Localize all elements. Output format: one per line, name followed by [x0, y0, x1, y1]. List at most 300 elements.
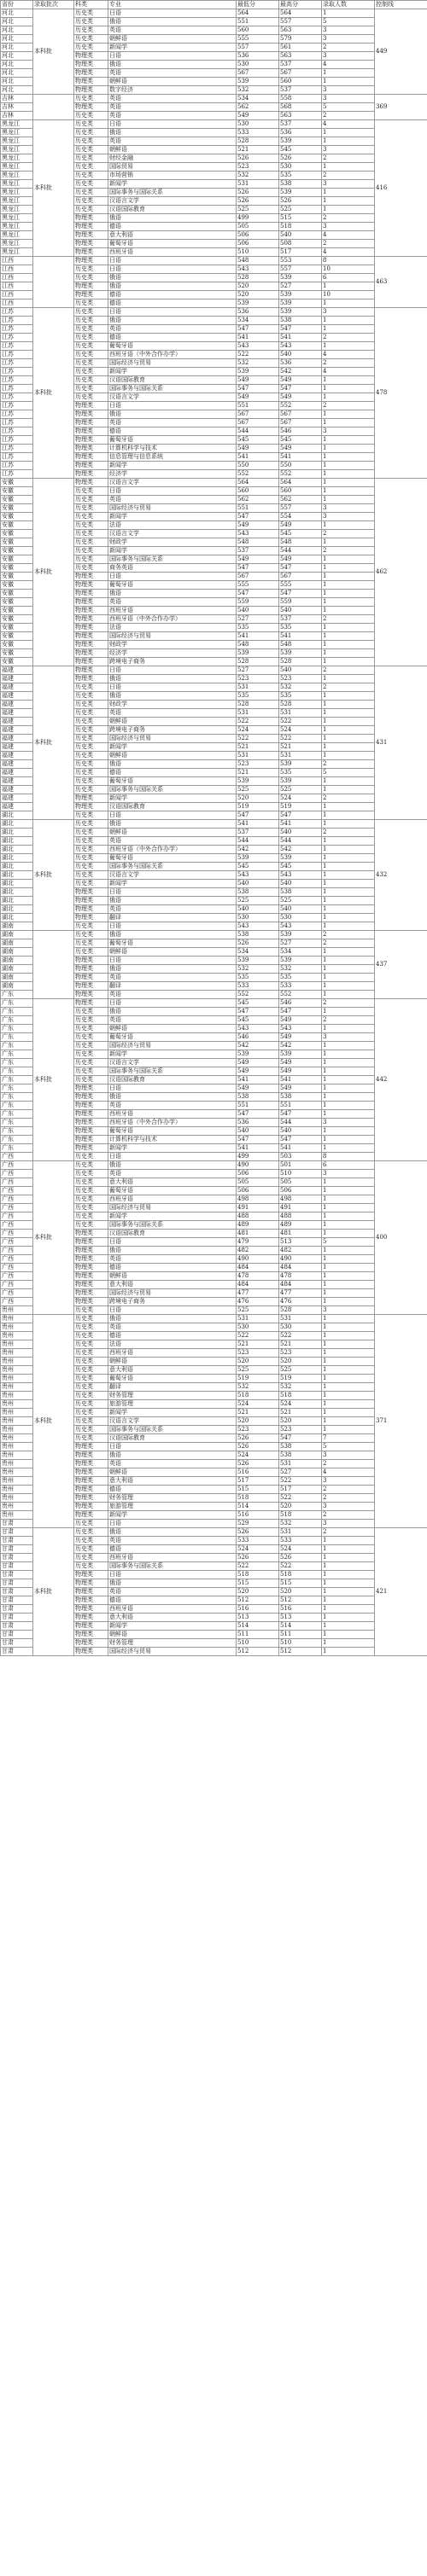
- cell-province: 广东: [1, 1119, 33, 1127]
- cell-min-score: 522: [237, 1332, 279, 1340]
- cell-min-score: 542: [237, 846, 279, 854]
- cell-major: 信息管理与信息系统: [108, 453, 237, 462]
- cell-major: 西班牙语（中外合作办学）: [108, 1119, 237, 1127]
- cell-category: 物理类: [74, 1093, 108, 1102]
- cell-category: 历史类: [74, 1187, 108, 1195]
- cell-major: 英语: [108, 26, 237, 35]
- cell-category: 物理类: [74, 573, 108, 581]
- cell-major: 葡萄牙语: [108, 1187, 237, 1195]
- cell-min-score: 539: [237, 368, 279, 376]
- cell-min-score: 549: [237, 521, 279, 530]
- cell-category: 物理类: [74, 282, 108, 291]
- cell-category: 历史类: [74, 1170, 108, 1178]
- cell-major: 新闻学: [108, 547, 237, 555]
- cell-admitted: 1: [322, 581, 375, 590]
- cell-min-score: 521: [237, 769, 279, 777]
- cell-major: 财务管理: [108, 1392, 237, 1400]
- cell-admitted: 1: [322, 1255, 375, 1264]
- cell-major: 英语: [108, 837, 237, 846]
- cell-max-score: 547: [279, 590, 322, 598]
- cell-max-score: 543: [279, 871, 322, 880]
- cell-category: 历史类: [74, 265, 108, 274]
- cell-max-score: 557: [279, 265, 322, 274]
- cell-province: 湖北: [1, 914, 33, 922]
- cell-max-score: 539: [279, 957, 322, 965]
- cell-major: 西班牙语（中外合作办学）: [108, 615, 237, 624]
- cell-min-score: 542: [237, 1042, 279, 1050]
- cell-province: 贵州: [1, 1349, 33, 1358]
- cell-category: 历史类: [74, 521, 108, 530]
- cell-category: 历史类: [74, 112, 108, 120]
- cell-admitted: 1: [322, 811, 375, 820]
- cell-category: 物理类: [74, 1443, 108, 1451]
- cell-province: 湖北: [1, 880, 33, 888]
- cell-major: 英语: [108, 496, 237, 504]
- cell-admitted: 1: [322, 555, 375, 564]
- cell-control-line: 416: [375, 120, 427, 257]
- cell-major: 德语: [108, 1264, 237, 1272]
- cell-major: 俄语: [108, 61, 237, 69]
- cell-max-score: 539: [279, 777, 322, 786]
- cell-category: 物理类: [74, 1579, 108, 1588]
- cell-major: 日语: [108, 487, 237, 496]
- cell-max-score: 538: [279, 1093, 322, 1102]
- cell-min-score: 552: [237, 991, 279, 999]
- cell-category: 历史类: [74, 95, 108, 103]
- cell-batch: 本科批: [33, 120, 74, 257]
- cell-major: 旅游管理: [108, 1503, 237, 1511]
- cell-province: 安徽: [1, 496, 33, 504]
- cell-major: 英语: [108, 598, 237, 607]
- cell-admitted: 4: [322, 1468, 375, 1477]
- cell-admitted: 1: [322, 538, 375, 547]
- cell-max-score: 579: [279, 35, 322, 44]
- cell-min-score: 482: [237, 1247, 279, 1255]
- cell-min-score: 529: [237, 1520, 279, 1528]
- cell-province: 甘肃: [1, 1631, 33, 1639]
- cell-province: 河北: [1, 18, 33, 26]
- cell-province: 福建: [1, 786, 33, 794]
- cell-max-score: 563: [279, 112, 322, 120]
- cell-admitted: 3: [322, 180, 375, 189]
- cell-category: 历史类: [74, 547, 108, 555]
- cell-max-score: 545: [279, 863, 322, 871]
- cell-category: 历史类: [74, 1153, 108, 1161]
- cell-category: 物理类: [74, 914, 108, 922]
- cell-min-score: 555: [237, 35, 279, 44]
- cell-min-score: 547: [237, 513, 279, 521]
- cell-province: 江西: [1, 274, 33, 282]
- cell-admitted: 2: [322, 154, 375, 163]
- cell-category: 历史类: [74, 1409, 108, 1417]
- cell-min-score: 532: [237, 86, 279, 95]
- cell-province: 湖南: [1, 965, 33, 974]
- cell-min-score: 525: [237, 1306, 279, 1315]
- cell-category: 历史类: [74, 931, 108, 939]
- cell-max-score: 525: [279, 1366, 322, 1375]
- cell-control-line: 462: [375, 479, 427, 666]
- cell-admitted: 3: [322, 1033, 375, 1042]
- cell-category: 物理类: [74, 52, 108, 61]
- cell-max-score: 541: [279, 1144, 322, 1153]
- cell-province: 广西: [1, 1153, 33, 1161]
- cell-max-score: 537: [279, 615, 322, 624]
- cell-max-score: 563: [279, 52, 322, 61]
- cell-max-score: 501: [279, 1161, 322, 1170]
- cell-category: 历史类: [74, 769, 108, 777]
- cell-province: 贵州: [1, 1417, 33, 1426]
- cell-major: 英语: [108, 1323, 237, 1332]
- cell-province: 甘肃: [1, 1528, 33, 1537]
- cell-category: 物理类: [74, 632, 108, 641]
- cell-max-score: 547: [279, 385, 322, 393]
- cell-admitted: 1: [322, 1050, 375, 1059]
- cell-max-score: 530: [279, 163, 322, 172]
- cell-major: 日语: [108, 957, 237, 965]
- cell-max-score: 520: [279, 1503, 322, 1511]
- cell-admitted: 1: [322, 1340, 375, 1349]
- cell-control-line: 432: [375, 820, 427, 931]
- cell-category: 历史类: [74, 1520, 108, 1528]
- cell-admitted: 3: [322, 504, 375, 513]
- cell-min-score: 549: [237, 555, 279, 564]
- cell-max-score: 528: [279, 1306, 322, 1315]
- cell-province: 福建: [1, 718, 33, 726]
- cell-max-score: 537: [279, 120, 322, 129]
- cell-min-score: 520: [237, 1588, 279, 1596]
- cell-major: 汉语国际教育: [108, 803, 237, 811]
- cell-max-score: 545: [279, 146, 322, 154]
- cell-major: 国际经济与贸易: [108, 735, 237, 743]
- cell-max-score: 481: [279, 1230, 322, 1238]
- cell-province: 安徽: [1, 607, 33, 615]
- cell-province: 安徽: [1, 658, 33, 666]
- cell-max-score: 516: [279, 1605, 322, 1614]
- cell-category: 物理类: [74, 1281, 108, 1289]
- cell-category: 历史类: [74, 393, 108, 402]
- cell-category: 物理类: [74, 1102, 108, 1110]
- cell-admitted: 1: [322, 590, 375, 598]
- cell-max-score: 514: [279, 1622, 322, 1631]
- cell-category: 物理类: [74, 1272, 108, 1281]
- cell-min-score: 526: [237, 1554, 279, 1562]
- cell-category: 历史类: [74, 538, 108, 547]
- cell-max-score: 547: [279, 564, 322, 573]
- cell-admitted: 1: [322, 888, 375, 897]
- cell-admitted: 1: [322, 743, 375, 752]
- cell-admitted: 1: [322, 1127, 375, 1136]
- cell-major: 德语: [108, 1332, 237, 1340]
- cell-category: 物理类: [74, 86, 108, 95]
- cell-max-score: 547: [279, 1008, 322, 1016]
- cell-max-score: 518: [279, 1392, 322, 1400]
- cell-province: 贵州: [1, 1306, 33, 1315]
- cell-max-score: 530: [279, 1323, 322, 1332]
- cell-major: 新闻学: [108, 1511, 237, 1520]
- cell-min-score: 547: [237, 1008, 279, 1016]
- cell-admitted: 1: [322, 1093, 375, 1102]
- cell-province: 广西: [1, 1247, 33, 1255]
- cell-admitted: 1: [322, 69, 375, 78]
- cell-major: 朝鲜语: [108, 718, 237, 726]
- cell-category: 历史类: [74, 1349, 108, 1358]
- cell-major: 财政学: [108, 701, 237, 709]
- cell-major: 俄语: [108, 692, 237, 701]
- cell-major: 新闻学: [108, 880, 237, 888]
- cell-category: 物理类: [74, 607, 108, 615]
- cell-min-score: 510: [237, 248, 279, 257]
- cell-min-score: 537: [237, 547, 279, 555]
- cell-major: 计算机科学与技术: [108, 1136, 237, 1144]
- cell-major: 汉语言文学: [108, 871, 237, 880]
- cell-max-score: 549: [279, 376, 322, 385]
- cell-category: 物理类: [74, 1494, 108, 1503]
- cell-max-score: 533: [279, 982, 322, 991]
- cell-max-score: 540: [279, 231, 322, 240]
- cell-admitted: 1: [322, 1247, 375, 1255]
- cell-major: 英语: [108, 1102, 237, 1110]
- cell-min-score: 528: [237, 658, 279, 666]
- cell-province: 江苏: [1, 308, 33, 317]
- cell-category: 历史类: [74, 692, 108, 701]
- cell-category: 历史类: [74, 530, 108, 538]
- cell-max-score: 545: [279, 530, 322, 538]
- cell-category: 物理类: [74, 248, 108, 257]
- cell-max-score: 544: [279, 1119, 322, 1127]
- cell-admitted: 3: [322, 308, 375, 317]
- cell-max-score: 564: [279, 9, 322, 18]
- cell-category: 历史类: [74, 718, 108, 726]
- cell-max-score: 538: [279, 888, 322, 897]
- cell-category: 历史类: [74, 180, 108, 189]
- cell-category: 历史类: [74, 206, 108, 214]
- cell-max-score: 553: [279, 257, 322, 265]
- cell-min-score: 505: [237, 223, 279, 231]
- cell-province: 贵州: [1, 1332, 33, 1340]
- cell-category: 物理类: [74, 957, 108, 965]
- cell-major: 国际事务与国际关系: [108, 189, 237, 197]
- cell-category: 历史类: [74, 1340, 108, 1349]
- cell-max-score: 542: [279, 1042, 322, 1050]
- cell-min-score: 540: [237, 880, 279, 888]
- cell-max-score: 541: [279, 632, 322, 641]
- cell-control-line: 437: [375, 931, 427, 999]
- cell-max-score: 523: [279, 675, 322, 683]
- cell-province: 广西: [1, 1289, 33, 1298]
- cell-max-score: 521: [279, 1409, 322, 1417]
- cell-min-score: 522: [237, 718, 279, 726]
- cell-major: 西班牙语: [108, 1110, 237, 1119]
- cell-province: 江西: [1, 299, 33, 308]
- cell-admitted: 2: [322, 402, 375, 410]
- cell-min-score: 567: [237, 69, 279, 78]
- cell-admitted: 1: [322, 197, 375, 206]
- cell-category: 历史类: [74, 163, 108, 172]
- cell-max-score: 567: [279, 573, 322, 581]
- cell-major: 葡萄牙语: [108, 854, 237, 863]
- cell-max-score: 536: [279, 359, 322, 368]
- cell-admitted: 6: [322, 274, 375, 282]
- cell-min-score: 539: [237, 78, 279, 86]
- cell-max-score: 548: [279, 538, 322, 547]
- cell-province: 湖南: [1, 957, 33, 965]
- cell-category: 历史类: [74, 811, 108, 820]
- cell-max-score: 522: [279, 1562, 322, 1571]
- cell-admitted: 1: [322, 1212, 375, 1221]
- cell-max-score: 532: [279, 683, 322, 692]
- cell-province: 江苏: [1, 462, 33, 470]
- cell-min-score: 531: [237, 709, 279, 718]
- cell-min-score: 526: [237, 1460, 279, 1468]
- cell-major: 新闻学: [108, 794, 237, 803]
- cell-min-score: 484: [237, 1264, 279, 1272]
- cell-category: 历史类: [74, 701, 108, 709]
- cell-province: 黑龙江: [1, 197, 33, 206]
- cell-admitted: 2: [322, 615, 375, 624]
- cell-control-line: 478: [375, 308, 427, 479]
- cell-province: 黑龙江: [1, 206, 33, 214]
- cell-max-score: 539: [279, 308, 322, 317]
- cell-min-score: 549: [237, 445, 279, 453]
- cell-category: 历史类: [74, 786, 108, 794]
- cell-major: 德语: [108, 223, 237, 231]
- cell-min-score: 559: [237, 598, 279, 607]
- cell-category: 物理类: [74, 1468, 108, 1477]
- cell-min-score: 518: [237, 1571, 279, 1579]
- cell-min-score: 477: [237, 1289, 279, 1298]
- cell-major: 日语: [108, 683, 237, 692]
- cell-province: 广东: [1, 1110, 33, 1119]
- cell-max-score: 519: [279, 803, 322, 811]
- cell-min-score: 528: [237, 274, 279, 282]
- cell-category: 物理类: [74, 624, 108, 632]
- cell-max-score: 520: [279, 1588, 322, 1596]
- cell-major: 英语: [108, 905, 237, 914]
- cell-max-score: 535: [279, 624, 322, 632]
- cell-province: 安徽: [1, 487, 33, 496]
- cell-min-score: 506: [237, 231, 279, 240]
- cell-category: 历史类: [74, 351, 108, 359]
- cell-province: 江西: [1, 257, 33, 265]
- cell-max-score: 527: [279, 1468, 322, 1477]
- cell-admitted: 1: [322, 445, 375, 453]
- cell-admitted: 1: [322, 948, 375, 957]
- cell-max-score: 555: [279, 581, 322, 590]
- cell-major: 俄语: [108, 760, 237, 769]
- cell-province: 福建: [1, 692, 33, 701]
- cell-admitted: 1: [322, 1605, 375, 1614]
- cell-max-score: 544: [279, 547, 322, 555]
- cell-max-score: 549: [279, 555, 322, 564]
- cell-admitted: 1: [322, 1554, 375, 1562]
- cell-province: 广西: [1, 1178, 33, 1187]
- cell-major: 汉语言文学: [108, 197, 237, 206]
- cell-major: 意大利语: [108, 1477, 237, 1486]
- cell-admitted: 1: [322, 521, 375, 530]
- cell-max-score: 549: [279, 445, 322, 453]
- cell-major: 俄语: [108, 1451, 237, 1460]
- cell-admitted: 1: [322, 487, 375, 496]
- header-row: [1, 1, 427, 9]
- cell-min-score: 543: [237, 265, 279, 274]
- cell-min-score: 539: [237, 854, 279, 863]
- cell-major: 西班牙语: [108, 1554, 237, 1562]
- cell-major: 翻译: [108, 982, 237, 991]
- cell-major: 俄语: [108, 965, 237, 974]
- cell-admitted: 1: [322, 206, 375, 214]
- cell-admitted: 1: [322, 1102, 375, 1110]
- cell-province: 福建: [1, 675, 33, 683]
- cell-category: 物理类: [74, 1622, 108, 1631]
- cell-province: 甘肃: [1, 1588, 33, 1596]
- cell-min-score: 567: [237, 410, 279, 419]
- cell-province: 江苏: [1, 419, 33, 427]
- cell-category: 历史类: [74, 35, 108, 44]
- cell-min-score: 526: [237, 939, 279, 948]
- cell-major: 葡萄牙语: [108, 777, 237, 786]
- cell-category: 物理类: [74, 1238, 108, 1247]
- cell-admitted: 1: [322, 991, 375, 999]
- cell-category: 历史类: [74, 9, 108, 18]
- cell-category: 物理类: [74, 453, 108, 462]
- cell-max-score: 539: [279, 760, 322, 769]
- cell-major: 朝鲜语: [108, 78, 237, 86]
- cell-province: 甘肃: [1, 1614, 33, 1622]
- cell-major: 英语: [108, 325, 237, 334]
- cell-category: 历史类: [74, 376, 108, 385]
- cell-max-score: 490: [279, 1255, 322, 1264]
- cell-max-score: 562: [279, 496, 322, 504]
- cell-min-score: 538: [237, 888, 279, 897]
- cell-category: 物理类: [74, 1127, 108, 1136]
- cell-province: 贵州: [1, 1443, 33, 1451]
- cell-province: 湖北: [1, 888, 33, 897]
- cell-max-score: 539: [279, 274, 322, 282]
- cell-province: 湖南: [1, 948, 33, 957]
- cell-major: 英语: [108, 1460, 237, 1468]
- cell-major: 俄语: [108, 931, 237, 939]
- cell-category: 历史类: [74, 1426, 108, 1434]
- cell-province: 甘肃: [1, 1639, 33, 1648]
- cell-admitted: 3: [322, 1119, 375, 1127]
- cell-max-score: 531: [279, 709, 322, 718]
- cell-min-score: 567: [237, 573, 279, 581]
- cell-major: 国际事务与国际关系: [108, 786, 237, 794]
- cell-province: 湖北: [1, 871, 33, 880]
- cell-admitted: 1: [322, 1084, 375, 1093]
- cell-admitted: 1: [322, 1298, 375, 1306]
- cell-major: 国际事务与国际关系: [108, 1221, 237, 1230]
- cell-major: 俄语: [108, 1008, 237, 1016]
- cell-admitted: 1: [322, 897, 375, 905]
- cell-min-score: 543: [237, 1025, 279, 1033]
- cell-max-score: 538: [279, 317, 322, 325]
- cell-category: 物理类: [74, 1511, 108, 1520]
- cell-max-score: 540: [279, 905, 322, 914]
- cell-category: 物理类: [74, 427, 108, 436]
- cell-min-score: 531: [237, 180, 279, 189]
- cell-admitted: 2: [322, 359, 375, 368]
- cell-min-score: 548: [237, 538, 279, 547]
- cell-min-score: 535: [237, 974, 279, 982]
- cell-admitted: 1: [322, 658, 375, 666]
- cell-min-score: 539: [237, 777, 279, 786]
- cell-category: 历史类: [74, 1025, 108, 1033]
- cell-admitted: 1: [322, 1221, 375, 1230]
- cell-max-score: 506: [279, 1187, 322, 1195]
- cell-admitted: 2: [322, 1528, 375, 1537]
- cell-min-score: 523: [237, 1349, 279, 1358]
